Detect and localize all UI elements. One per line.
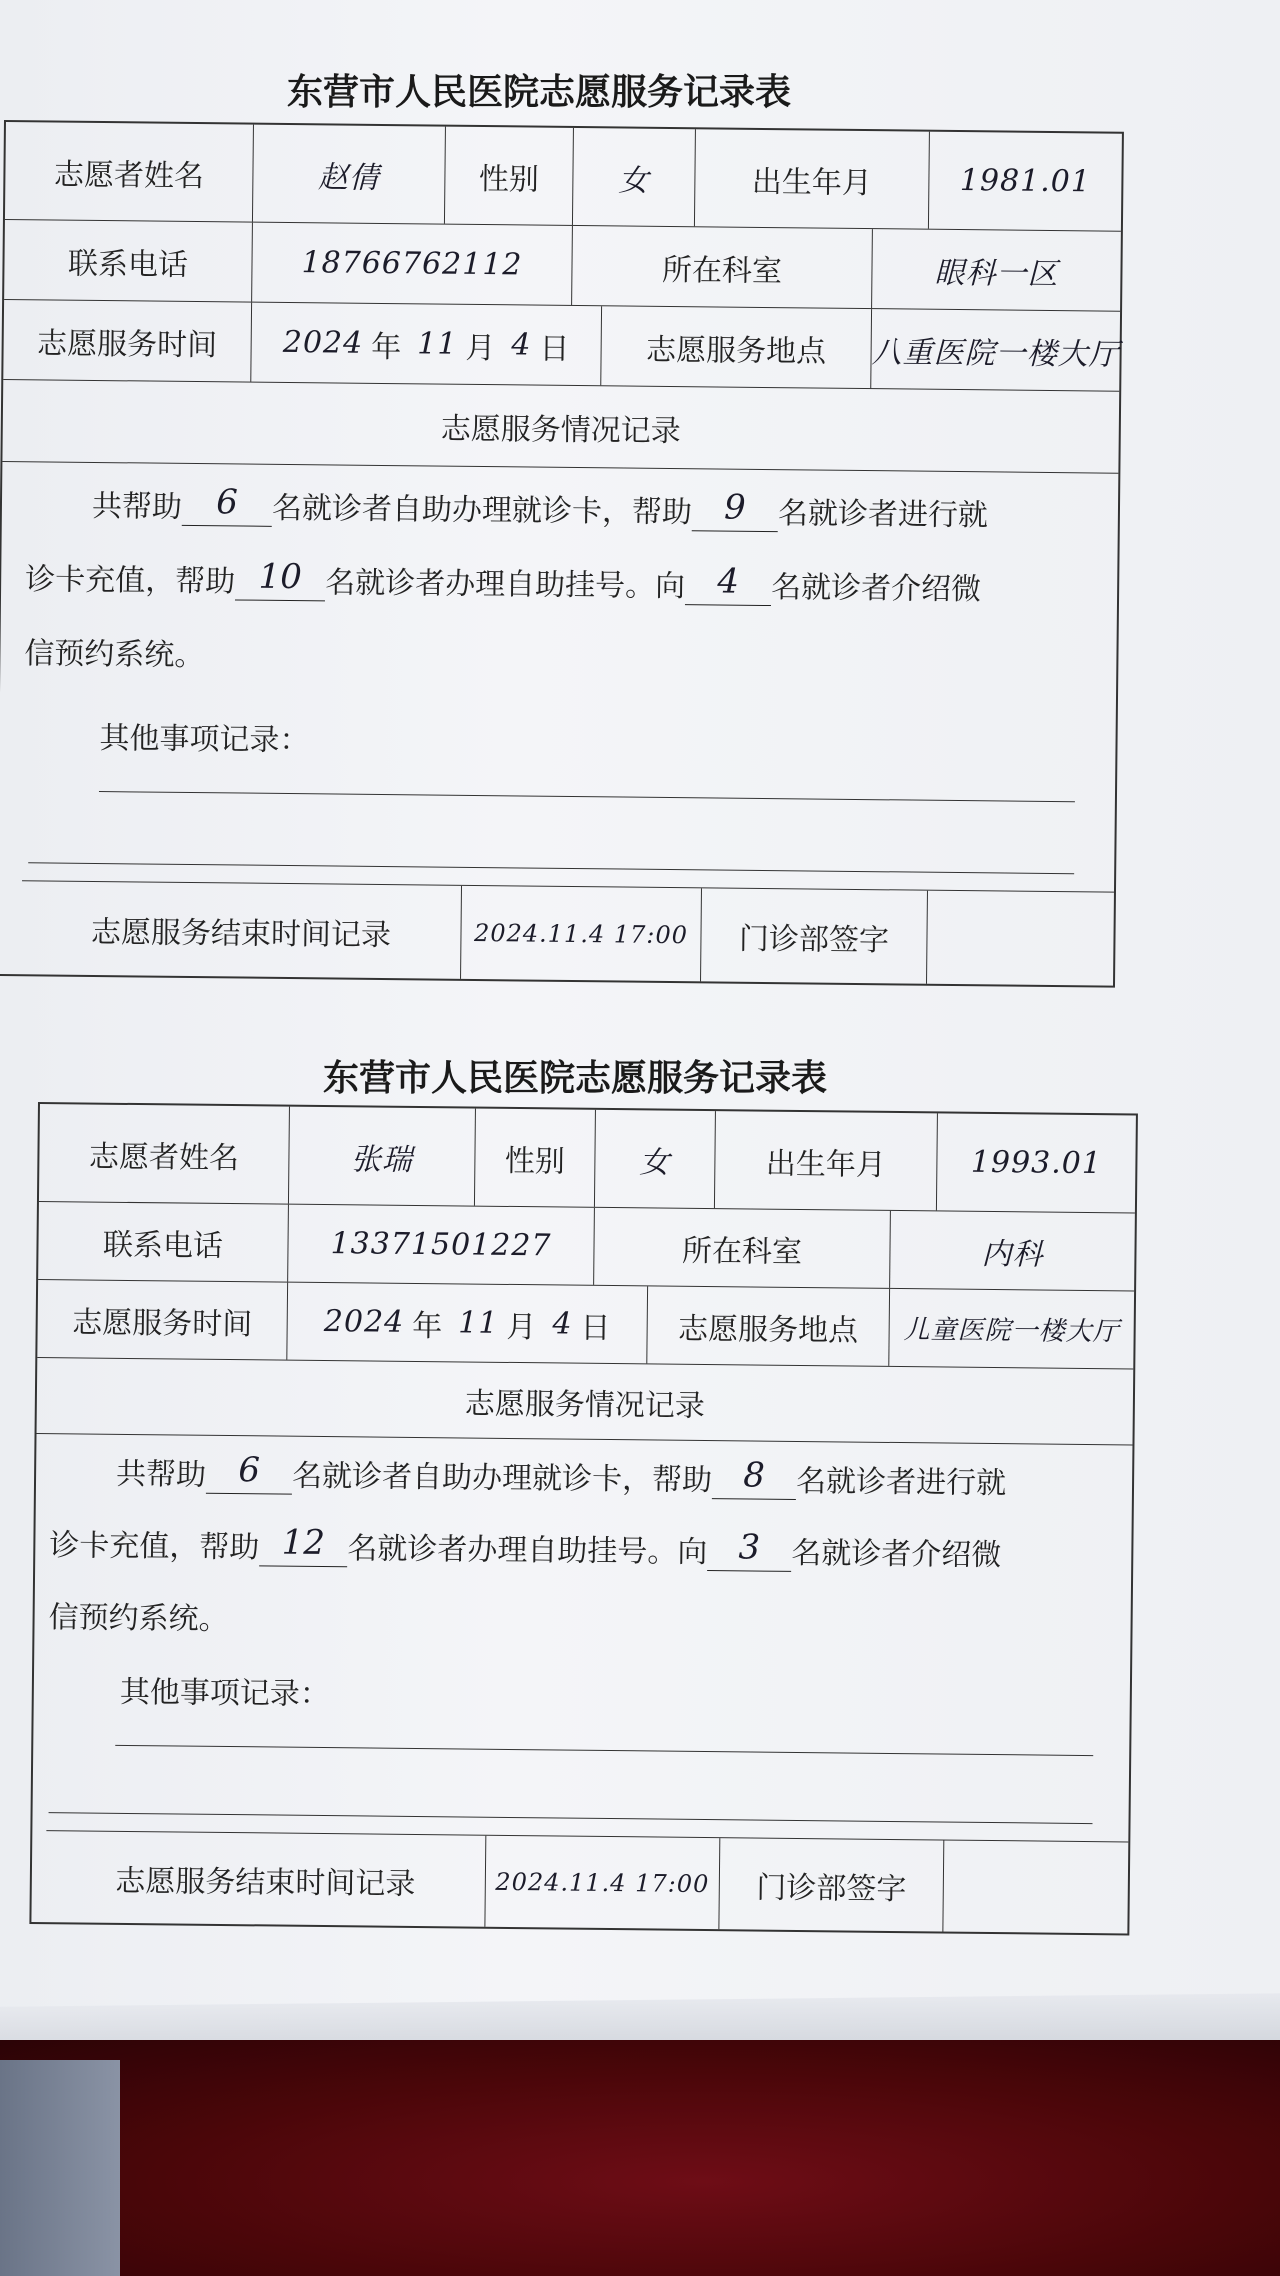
end-time-value: 2024.11.4 17:00 [473,918,689,949]
background-object [0,2060,120,2276]
month-unit: 月 [465,330,496,366]
count-card: 6 [215,482,239,523]
form-title: 东营市人民医院志愿服务记录表 [287,71,792,113]
gender-label: 性别 [478,161,540,198]
sign-field [943,1841,1128,1934]
record-line-1 [116,1449,1006,1502]
count-card: 6 [238,1450,261,1491]
record-text: 名就诊者介绍微 [770,570,982,608]
name-label: 志愿者姓名 [88,1139,240,1176]
record-line-1 [92,481,988,534]
section-title: 志愿服务情况记录 [440,411,681,449]
section-header [37,1358,1134,1445]
month-unit: 月 [506,1309,537,1345]
phone-label: 联系电话 [102,1227,224,1264]
year-unit: 年 [370,329,402,365]
place-value: 八重医院一楼大厅 [871,334,1120,373]
count-register: 10 [258,556,303,598]
sign-field [927,891,1114,986]
section-title: 志愿服务情况记录 [464,1385,706,1424]
record-text: 名就诊者自助办理就诊卡，帮助 [271,490,693,531]
row-time [37,1280,1134,1369]
record-text: 名就诊者自助办理就诊卡，帮助 [291,1458,713,1499]
gender-label: 性别 [504,1143,566,1180]
record-text: 诊卡充值，帮助 [49,1528,260,1566]
row-phone [4,220,1121,312]
record-line-3 [48,1592,228,1638]
name-value: 赵倩 [317,159,381,196]
notes-line-1 [115,1745,1093,1756]
end-time-label: 志愿服务结束时间记录 [115,1863,416,1902]
form-title: 东营市人民医院志愿服务记录表 [323,1057,828,1099]
record-line-3 [24,628,204,674]
year-unit: 年 [412,1308,443,1344]
notes-line-2 [49,1812,1093,1824]
place-value: 儿童医院一楼大厅 [903,1315,1120,1348]
day-unit: 日 [580,1310,611,1346]
record-text: 名就诊者介绍微 [791,1535,1002,1574]
sign-label: 门诊部签字 [756,1870,907,1907]
other-notes-label [120,1667,330,1713]
phone-value: 13371501227 [330,1226,552,1264]
row-end [21,880,1114,985]
end-time-label: 志愿服务结束时间记录 [90,914,392,953]
gender-value: 女 [618,162,650,199]
other-notes-label [99,713,309,759]
count-recharge: 8 [743,1455,766,1496]
row-name [5,122,1122,232]
record-text: 名就诊者办理自助挂号。向 [347,1531,708,1571]
dept-label: 所在科室 [681,1233,803,1270]
record-line-2 [49,1520,1001,1574]
row-name [39,1104,1136,1213]
other-notes-text: 其他事项记录： [99,721,310,759]
record-text: 信预约系统。 [48,1600,229,1638]
sign-label: 门诊部签字 [738,921,890,958]
form-table [0,120,1124,988]
row-time [3,300,1120,392]
count-wechat: 3 [738,1527,761,1568]
time-year: 2024 [323,1304,405,1340]
count-recharge: 9 [723,487,747,528]
record-text: 名就诊者进行就 [777,496,989,534]
phone-value: 18766762112 [301,245,523,283]
dept-label: 所在科室 [661,252,783,289]
red-cloth-background [0,2040,1280,2276]
form-table [29,1102,1138,1935]
count-wechat: 4 [717,561,740,602]
record-text: 名就诊者进行就 [795,1463,1007,1502]
time-day: 4 [552,1306,573,1342]
day-unit: 日 [539,331,570,367]
row-phone [38,1202,1135,1291]
name-value: 张瑞 [350,1141,414,1178]
time-label: 志愿服务时间 [72,1304,253,1342]
dept-value: 内科 [981,1236,1044,1273]
other-notes-text: 其他事项记录： [119,1674,330,1713]
birth-label: 出生年月 [765,1146,887,1183]
place-label: 志愿服务地点 [677,1311,859,1349]
record-text: 共帮助 [115,1456,207,1493]
record-text: 诊卡充值，帮助 [25,562,236,600]
record-text: 共帮助 [91,488,183,525]
birth-value: 1981.01 [959,163,1092,200]
record-text: 名就诊者办理自助挂号。向 [324,565,686,605]
record-text: 信预约系统。 [24,636,205,674]
time-month: 11 [458,1305,499,1341]
row-end [45,1830,1128,1933]
gender-value: 女 [639,1144,671,1181]
time-day: 4 [511,327,532,363]
birth-value: 1993.01 [970,1144,1103,1182]
time-month: 11 [417,326,458,362]
birth-label: 出生年月 [751,164,873,201]
section-header [2,380,1119,474]
phone-label: 联系电话 [67,246,189,283]
name-label: 志愿者姓名 [53,157,205,194]
end-time-value: 2024.11.4 17:00 [495,1867,710,1898]
place-label: 志愿服务地点 [645,332,827,370]
notes-line-2 [28,862,1074,874]
notes-line-1 [99,791,1075,802]
record-line-2 [25,554,981,608]
dept-value: 眼科一区 [934,255,1059,292]
count-register: 12 [281,1522,326,1564]
time-label: 志愿服务时间 [36,325,218,363]
time-year: 2024 [282,324,364,361]
